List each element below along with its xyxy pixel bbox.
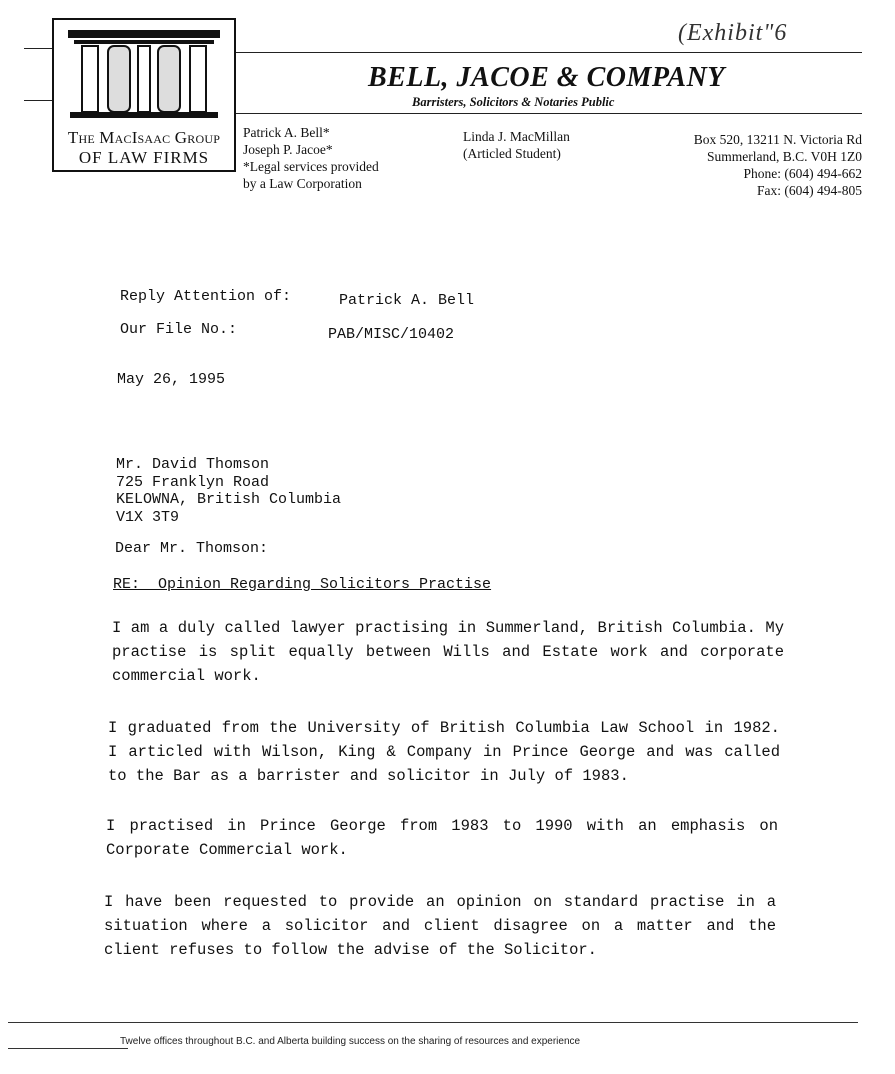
recipient-address [116, 456, 341, 526]
recipient-line: KELOWNA, British Columbia [116, 491, 342, 508]
columns-logo-icon [64, 28, 224, 122]
recipient-line: Mr. David Thomson [116, 456, 270, 473]
file-number-label: Our File No.: [120, 321, 238, 338]
body-paragraph: I graduated from the University of British Columbia Law School in 1982. I articled with Wilson, King & Company in Prince George and was called to the Bar as a barrister and solicitor in July of 1983. [108, 719, 780, 785]
articled-student-block [463, 128, 570, 162]
logo-line-2: OF LAW FIRMS [78, 148, 210, 167]
subject-line: RE: Opinion Regarding Solicitors Practise [113, 576, 492, 593]
fax-line: Fax: (604) 494-805 [757, 183, 862, 198]
student-line: (Articled Student) [463, 146, 561, 161]
body-paragraph: I am a duly called lawyer practising in Summerland, British Columbia. My practise is split equally between Wills and Estate work and corporate commercial work. [112, 619, 784, 685]
header-rule-left-bottom [24, 100, 52, 101]
partner-line: Joseph P. Jacoe* [243, 142, 333, 157]
handwritten-exhibit-note: (Exhibit"6 [678, 20, 788, 46]
header-rule-top [236, 52, 862, 53]
partner-line: Patrick A. Bell* [243, 125, 330, 140]
footer-tagline: Twelve offices throughout B.C. and Alberta building success on the sharing of resources and experience [120, 1036, 581, 1047]
address-line: Box 520, 13211 N. Victoria Rd [693, 132, 862, 147]
header-rule-bottom [236, 113, 862, 114]
phone-line: Phone: (604) 494-662 [743, 166, 862, 181]
body-paragraph: I have been requested to provide an opinion on standard practise in a situation where a solicitor and client disagree on a matter and the client refuses to follow the advise of the Solicitor. [104, 893, 776, 959]
header-rule-left-top [24, 48, 52, 49]
recipient-line: 725 Franklyn Road [116, 473, 270, 491]
letter-date: May 26, 1995 [117, 371, 226, 388]
student-line: Linda J. MacMillan [463, 129, 570, 144]
logo-line-1: The MacIsaac Group [67, 128, 221, 147]
footer-rule [8, 1022, 858, 1023]
reply-attention-value: Patrick A. Bell [339, 292, 475, 309]
partner-line: *Legal services provided [243, 159, 379, 174]
recipient-line: V1X 3T9 [116, 508, 180, 526]
firm-address-block [600, 131, 862, 199]
firm-subtitle: Barristers, Solicitors & Notaries Public [412, 95, 615, 109]
reply-attention-label: Reply Attention of: [120, 288, 292, 305]
file-number-value: PAB/MISC/10402 [328, 326, 455, 343]
address-line: Summerland, B.C. V0H 1Z0 [707, 149, 862, 164]
partner-line: by a Law Corporation [243, 176, 362, 191]
footer-rule-short [8, 1048, 128, 1049]
firm-name: BELL, JACOE & COMPANY [368, 62, 725, 93]
firm-logo [52, 18, 236, 172]
body-paragraph: I practised in Prince George from 1983 to 1990 with an emphasis on Corporate Commercial work. [106, 817, 778, 859]
partners-block [243, 124, 379, 192]
salutation: Dear Mr. Thomson: [115, 540, 269, 557]
